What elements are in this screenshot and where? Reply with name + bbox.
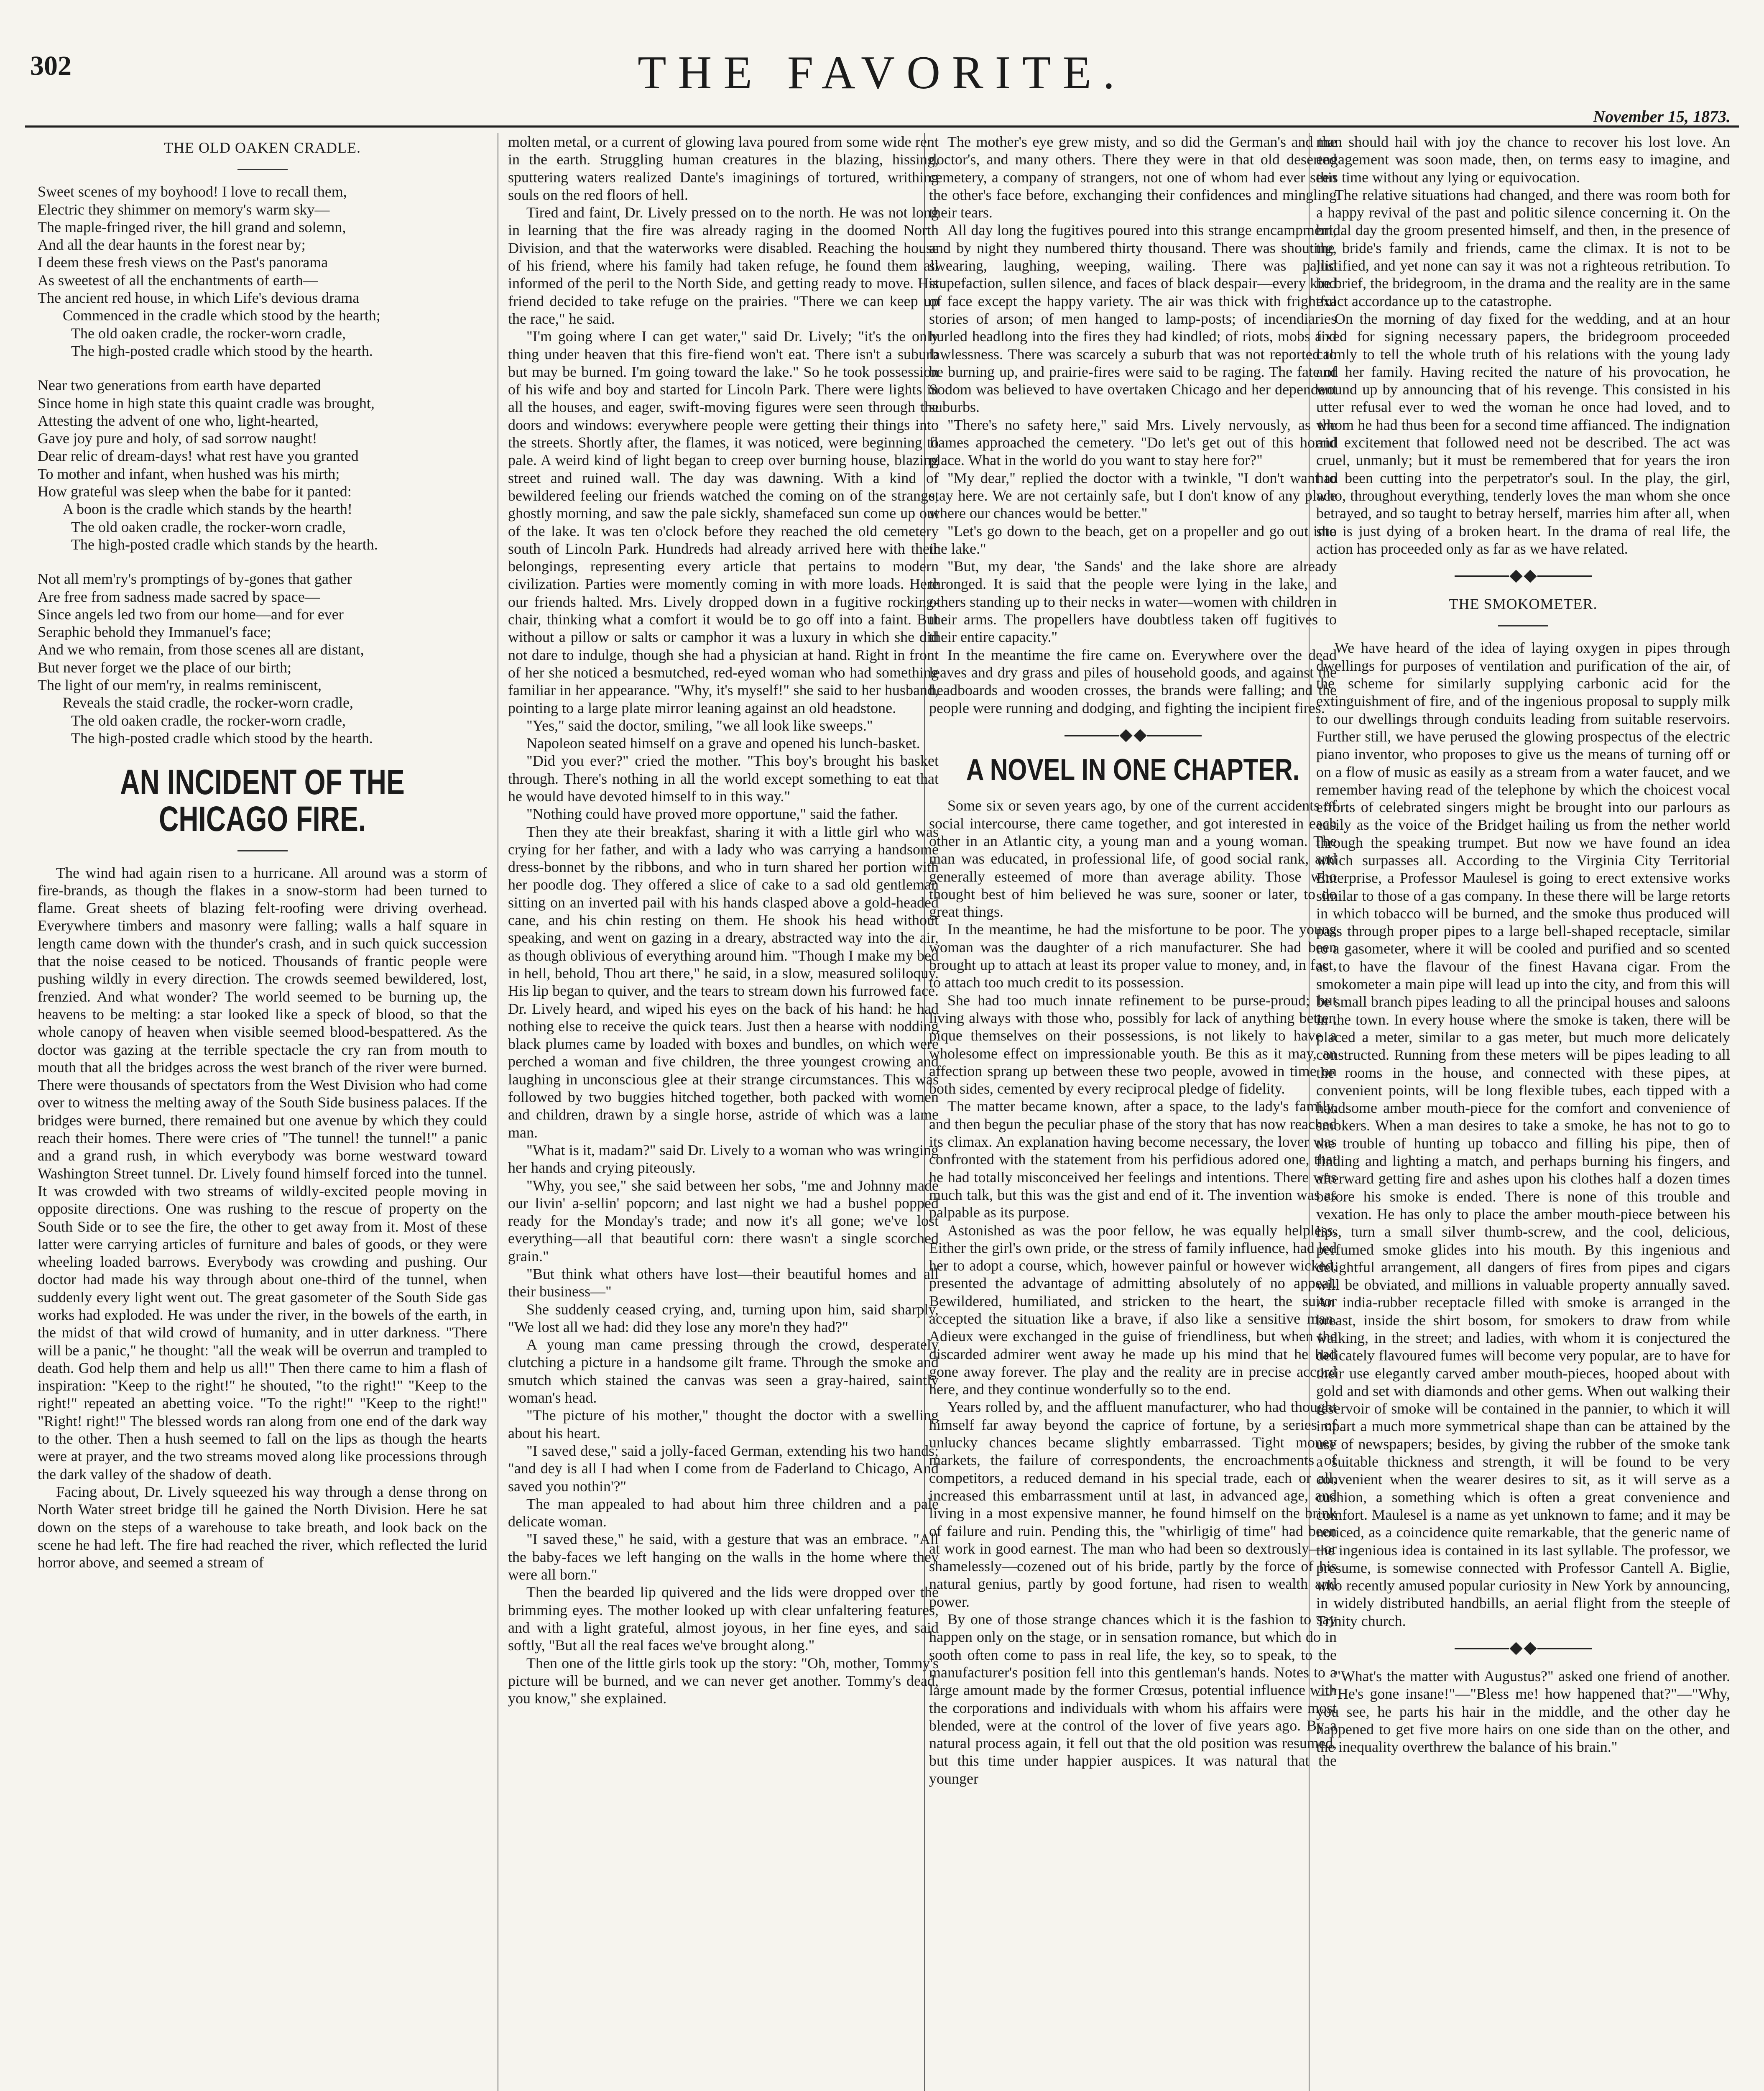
article-paragraph: "Yes," said the doctor, smiling, "we all look like sweeps." <box>526 717 873 734</box>
article-paragraph: In the meantime, he had the misfortune to be poor. The young woman was the daughter of a rich manufacturer. She had been brought up to attach at least its proper value to money, and, in fact, to attach too much credit to its possession. <box>929 921 1337 991</box>
poem-line: And all the dear haunts in the forest near by; <box>38 236 306 253</box>
poem-line: Seraphic behold they Immanuel's face; <box>38 624 271 641</box>
title-rule <box>237 169 288 170</box>
article-paragraph: "Did you ever?" cried the mother. "This boy's brought his basket through. There's nothing in all the world except something to eat that he would have devoted himself to in this way." <box>508 752 939 805</box>
smokometer-title: THE SMOKOMETER. <box>1449 596 1598 613</box>
poem-line: Near two generations from earth have departed <box>38 377 321 394</box>
article-paragraph: "I saved dese," said a jolly-faced German, extending his two hands; "and dey is all I had when I come from de Faderland to Chicago, And saved you nothin'?" <box>508 1442 939 1495</box>
poem-line: How grateful was sleep when the babe for it panted: <box>38 483 352 500</box>
poem-line: The high-posted cradle which stands by the hearth. <box>71 536 378 553</box>
article-paragraph: The wind had again risen to a hurricane. All around was a storm of fire-brands, as though the flakes in a snow-storm had been turned to flame. Great sheets of blazing felt-roofing were driving overhead. Everywhere timbers and masonry were falling; walls a half square in length came down with the thunder's crash, and in such quick succession that the noise ceased to be noticed. Thousands of frantic people were pushing wildly in every direction. The crowds seemed bewildered, lost, frenzied. And what wonder? The world seemed to be burning up, the heavens to be melting: a star looked like a speck of blood, so that the whole canopy of heaven when visible seemed blood-bespattered. As the doctor was gazing at the terrible spectacle the cry ran from mouth to mouth that all the bridges across the west branch of the river were burned. There were thousands of spectators from the West Division who had come over to witness the melting away of the South Side business palaces. If the bridges were burned, there remained but one avenue by which they could reach their homes. There were cries of "The tunnel! the tunnel!" a panic and a grand rush, in which everybody was borne westward toward Washington Street tunnel. Dr. Lively found himself forced into the tunnel. It was crowded with two streams of wildly-excited people moving in opposite directions. One was rushing to the rescue of property on the South Side or to see the fire, the other to get away from it. Most of these latter were carrying articles of furniture and bales of goods, or they were wheeling loaded barrows. Everybody was crowding and pushing. Our doctor had made his way through about one-third of the tunnel, when suddenly every light went out. The great gasometer of the South Side gas works had exploded. He was under the river, in the bowels of the earth, in the midst of that wild crowd of humanity, and in utter darkness. "There will be a panic," he thought: "all the weak will be overrun and trampled to death. God help them and help us all!" Then there came to him a flash of inspiration: "Keep to the right!" he shouted, "to the right!" "Keep to the right!" repeated an abetting voice. "To the right!" "Keep to the right!" "Right! right!" The blessed words ran along from one end of the dark way to the other. Then a hush seemed to fall on the lips as though the hearts were at prayer, and the two streams moved along like processions through the dark valley of the shadow of death. <box>38 864 487 1483</box>
article-paragraph: "I'm going where I can get water," said Dr. Lively; "it's the only thing under heaven that this fire-fiend won't eat. There isn't a suburb but may be burned. I'm going toward the lake." So he took possession of his wife and boy and started for Lincoln Park. There were lights in all the houses, and eager, swift-moving figures were seen through the doors and windows: everywhere people were getting their things into the streets. Shortly after, the flames, it was noticed, were beginning to pale. A weird kind of light began to creep over burning house, blazing street and ruined wall. The day was dawning. With a kind of bewildered feeling our friends watched the coming on of the strange, ghostly morning, and saw the pale sickly, shamefaced sun come up out of the lake. It was ten o'clock before they reached the old cemetery south of Lincoln Park. Hundreds had already arrived here with their belongings, representing every article that pertains to modern civilization. Parties were momently coming in with more loads. Here our friends halted. Mrs. Lively dropped down in a fugitive rocking-chair, thinking what a comfort it would be to go off into a faint. But without a pillow or salts or camphor it was a luxury in which she did not dare to indulge, though she had a physician at hand. Right in front of her she noticed a besmutched, red-eyed woman who had something familiar in her appearance. "Why, it's myself!" she said to her husband, pointing to a large plate mirror leaning against an old headstone. <box>508 328 939 716</box>
poem-line: Not all mem'ry's promptings of by-gones that gather <box>38 570 352 588</box>
poem-line: I deem these fresh views on the Past's panorama <box>38 254 328 271</box>
poem-line: Gave joy pure and holy, of sad sorrow naught! <box>38 430 317 447</box>
article-paragraph: "My dear," replied the doctor with a twinkle, "I don't want to stay here. We are not certainly safe, but I don't know of any place where our chances would be better." <box>929 469 1337 522</box>
article-paragraph: Astonished as was the poor fellow, he was equally helpless. Either the girl's own pride, or the stress of family influence, had led her to adopt a course, which, however painful or however wicked, presented the advantage of admitting absolutely of no appeal. Bewildered, humiliated, and stricken to the heart, the suitor accepted the situation like a brave, if also like a sensitive man. Adieux were exchanged in the guise of friendliness, but when the discarded admirer went away he made up his mind that he had gone away forever. The play and the reality are in precise accord here, and they continue wonderfully so to the end. <box>929 1222 1337 1398</box>
issue-date: November 15, 1873. <box>1593 107 1731 126</box>
poem-line: The old oaken cradle, the rocker-worn cradle, <box>71 518 346 535</box>
article-paragraph: All day long the fugitives poured into this strange encampment, and by night they numbered thirty thousand. There was shouting, swearing, laughing, weeping, wailing. There was pallid stupefaction, sullen silence, and faces of black despair—every kind of face except the happy variety. The air was thick with frightful stories of arson; of men hanged to lamp-posts; of incendiaries hurled headlong into the fires they had kindled; of riots, mobs and lawlessness. There was scarcely a suburb that was not reported to be burning up, and prairie-fires were said to be raging. The fate of Sodom was believed to have overtaken Chicago and her dependent suburbs. <box>929 222 1337 416</box>
article-paragraph: By one of those strange chances which it is the fashion to say happen only on the stage, or in sensation romance, but which do in sooth often come to pass in real life, the key, so to speak, to the manufacturer's position fell into this gentleman's hands. Notes to a large amount made by the former Crœsus, potential influence with the corporations and individuals with whom his affairs were most blended, were at the control of the lover of five years ago. By a natural process again, it fell out that the old position was resumed, but this time under happier auspices. It was natural that the younger <box>929 1611 1337 1787</box>
article-paragraph: The matter became known, after a space, to the lady's family, and then begun the peculiar phase of the story that has now reached its climax. An explanation having become necessary, the lover was confronted with the statement from his perfidious adored one, that he had totally misconceived her feelings and intentions. There was much talk, but this was the gist and end of it. The invention was as palpable as its purpose. <box>929 1098 1337 1221</box>
article-paragraph: On the morning of day fixed for the wedding, and at an hour fixed for signing necessary papers, the bridegroom proceeded calmly to tell the whole truth of his relations with the young lady and her family. Having recited the nature of his provocation, he wound up by announcing that of his revenge. This consisted in his utter refusal ever to wed the woman he once had loved, and to whom he had thus been for a second time affianced. The indignation and excitement that followed need not be described. The act was cruel, unmanly; but it must be remembered that for years the iron had been cutting into the perpetrator's soul. In the play, the girl, who, throughout everything, tenderly loves the man whom she once betrayed, and so taught to betray herself, marries him after all, when she is just dying of a broken heart. In the drama of real life, the action has proceeded only as far as we have related. <box>1316 310 1730 557</box>
article-paragraph: Then one of the little girls took up the story: "Oh, mother, Tommy's picture will be burned, and we can never get another. Tommy's dead, you know," she explained. <box>508 1654 939 1707</box>
article-paragraph: She had too much innate refinement to be purse-proud; but living always with those who, possibly for lack of anything better, pique themselves on their possessions, is not likely to have a wholesome effect on impressionable youth. Be this as it may, an affection sprang up between these two people, avowed in time on both sides, cemented by every reciprocal pledge of fidelity. <box>929 992 1337 1097</box>
article-paragraph: In the meantime the fire came on. Everywhere over the dead leaves and dry grass and piles of household goods, and against the headboards and wooden crosses, the brands were falling; and the people were running and dodging, and fighting the incipient fires. <box>929 646 1337 716</box>
poem-line: The high-posted cradle which stood by the hearth. <box>71 729 373 746</box>
column-1 <box>38 133 487 2091</box>
article-paragraph: man should hail with joy the chance to recover his lost love. An engagement was soon made, then, on terms easy to imagine, and this time without any lying or equivocation. <box>1316 133 1730 186</box>
ornament-bar <box>1537 1648 1592 1649</box>
poem-line: The high-posted cradle which stood by the hearth. <box>71 342 373 359</box>
column-4 <box>1316 133 1730 2091</box>
ornament-diamond <box>1524 1642 1537 1655</box>
ornament-diamond <box>1524 570 1537 583</box>
ornament-bar <box>1147 735 1202 736</box>
article-paragraph: "But, my dear, 'the Sands' and the lake shore are already thronged. It is said that the people were lying in the lake, and others standing up to their necks in water—women with children in their arms. The propellers have doubtless taken off fugitives to their entire capacity." <box>929 558 1337 646</box>
poem-line: Since angels led two from our home—and for ever <box>38 606 344 623</box>
poem-stanza <box>38 183 487 360</box>
poem-stanza <box>38 376 487 553</box>
poem-line: The ancient red house, in which Life's devious drama <box>38 289 360 307</box>
column-3 <box>929 133 1337 2091</box>
page-number: 302 <box>30 51 71 81</box>
poem-line: Since home in high state this quaint cradle was brought, <box>38 394 375 412</box>
ornament-diamond <box>1509 570 1522 583</box>
article-paragraph: The mother's eye grew misty, and so did the German's and the doctor's, and many others. There they were in that old deserted cemetery, a company of strangers, not one of whom had ever seen the other's face before, exchanging their confidences and mingling their tears. <box>929 133 1337 221</box>
article-paragraph: The man appealed to had about him three children and a pale delicate woman. <box>508 1495 939 1530</box>
poem-line: Dear relic of dream-days! what rest have you granted <box>38 447 359 465</box>
masthead-title: THE FAVORITE. <box>638 47 1126 99</box>
section-ornament <box>1316 572 1730 581</box>
poem-line: Sweet scenes of my boyhood! I love to recall them, <box>38 183 347 200</box>
article-paragraph: Years rolled by, and the affluent manufacturer, who had thought himself far away beyond the caprice of fortune, by a series of unlucky chances became slightly embarrassed. Tight money markets, the failure of correspondents, the encroachments of competitors, a reduced demand in his special trade, each or all, increased this embarrassment until at last, in advanced age, and living in a most expensive manner, he found himself on the brink of failure and ruin. Pending this, the "whirligig of time" had been at work in good earnest. The man who had been so dextrously—or shamelessly—cozened out of his bride, partly by the force of his natural genius, partly by good fortune, had risen to wealth and power. <box>929 1398 1337 1610</box>
poem-line: But never forget we the place of our birth; <box>38 659 292 676</box>
article-paragraph: "Why, you see," she said between her sobs, "me and Johnny made our livin' a-sellin' popcorn; and last night we had a bushel popped ready for the Monday's trade; and now it's all gone; we've lost everything—all that beautiful corn: there wasn't a single scorched grain." <box>508 1177 939 1265</box>
title-rule <box>237 850 288 851</box>
ornament-diamond <box>1133 729 1146 742</box>
poem-line: Are free from sadness made sacred by space— <box>38 588 320 605</box>
article-paragraph: Facing about, Dr. Lively squeezed his way through a dense throng on North Water street bridge till he gained the North Division. Here he sat down on the steps of a warehouse to take breath, and look back on the scene he had left. The fire had reached the river, which reflected the lurid horror above, and seemed a stream of <box>38 1483 487 1571</box>
article-paragraph: The relative situations had changed, and there was room both for a happy revival of the past and politic silence concerning it. On the bridal day the groom presented himself, and then, in the presence of the bride's family and friends, came the climax. It is not to be justified, and yet none can say it was not a righteous retribution. To be brief, the bridegroom, in the drama and the reality are in the same exact accordance up to the catastrophe. <box>1316 186 1730 309</box>
ornament-diamond <box>1509 1642 1522 1655</box>
section-ornament <box>929 731 1337 740</box>
ornament-diamond <box>1119 729 1132 742</box>
poem-line: And we who remain, from those scenes all are distant, <box>38 641 364 658</box>
header-rule <box>25 125 1739 128</box>
title-rule <box>1498 625 1548 626</box>
ornament-bar <box>1537 575 1592 577</box>
article-paragraph: Napoleon seated himself on a grave and opened his lunch-basket. <box>526 735 920 752</box>
ornament-bar <box>1065 735 1119 736</box>
article-paragraph: "But think what others have lost—their beautiful homes and all their business—" <box>508 1265 939 1300</box>
poem-line: Reveals the staid cradle, the rocker-worn cradle, <box>63 694 353 711</box>
poem-line: As sweetest of all the enchantments of earth— <box>38 271 318 289</box>
article-paragraph: Tired and faint, Dr. Lively pressed on to the north. He was not long in learning that the fire was already raging in the doomed North Division, and that the waterworks were disabled. Reaching the house of his friend, where his family had taken refuge, he found them all informed of the peril to the North Side, and getting ready to move. His friend decided to take refuge on the prairies. "There we can keep up the race," he said. <box>508 204 939 327</box>
poem-line: The old oaken cradle, the rocker-worn cradle, <box>71 712 346 729</box>
poem-stanza <box>38 570 487 747</box>
article-paragraph: "I saved these," he said, with a gesture that was an embrace. "All the baby-faces we left hanging on the walls in the home where they were all born." <box>508 1531 939 1583</box>
article-paragraph: "Nothing could have proved more opportune," said the father. <box>526 805 899 823</box>
article-paragraph: molten metal, or a current of glowing lava poured from some wide rent in the earth. Struggling human creatures in the blazing, hissing, sputtering waters realized Dante's imaginings of tortured, writhing souls on the red floors of hell. <box>508 133 939 203</box>
poem-line: The light of our mem'ry, in realms reminiscent, <box>38 677 322 694</box>
poem-line: The maple-fringed river, the hill grand and solemn, <box>38 218 346 235</box>
ornament-bar <box>1455 575 1509 577</box>
article-paragraph: Then the bearded lip quivered and the lids were dropped over the brimming eyes. The mother looked up with clear unfaltering features, and with a light grateful, almost joyous, in her fine eyes, and said softly, "But all the real faces we've brought along." <box>508 1584 939 1654</box>
ornament-bar <box>1455 1648 1509 1649</box>
poem-line: The old oaken cradle, the rocker-worn cradle, <box>71 325 346 342</box>
section-ornament <box>1316 1644 1730 1653</box>
poem-body <box>38 183 487 747</box>
poem-line: Electric they shimmer on memory's warm sky— <box>38 201 330 218</box>
article-paragraph: "What is it, madam?" said Dr. Lively to a woman who was wringing her hands and crying piteously. <box>508 1141 939 1176</box>
poem-line: Commenced in the cradle which stood by the hearth; <box>63 307 380 324</box>
article-paragraph: We have heard of the idea of laying oxygen in pipes through dwellings for purposes of ventilation and purification of the air, of the scheme for similarly supplying carbonic acid for the extinguishment of fire, and of the ingenious proposal to supply milk to our dwellings through conduits leading from suitable reservoirs. Further still, we have perused the glowing prospectus of the electric piano inventor, who proposes to give us the means of turning off or on a flow of music as easily as a stream from a water faucet, and we remember having read of the telephone by which the choicest vocal efforts of celebrated singers might be brought into our parlours as easily as the voice of the Bridget hailing us from the nether world through the speaking trumpet. But now we have found an idea which surpasses all. According to the Virginia City Territorial Enterprise, a Professor Maulesel is going to erect extensive works similar to those of a gas company. In these there will be large retorts in which tobacco will be burned, and the smoke thus produced will pass through proper pipes to a large bell-shaped receptacle, similar to a gasometer, where it will be cooled and purified and so scented as to have the flavour of the finest Havana cigar. From the smokometer a main pipe will lead up into the city, and from this will be small branch pipes leading to all the principal houses and saloons in the town. In every house where the smoke is taken, there will be placed a meter, similar to a gas meter, but much more delicately constructed. Running from these meters will be pipes leading to all the rooms in the house, and connected with these pipes, at convenient points, will be long flexible tubes, each tipped with a handsome amber mouth-piece for the comfort and convenience of smokers. When a man desires to take a smoke, he has not to go to the trouble of hunting up tobacco and filling his pipe, then of finding and lighting a match, and perhaps burning his fingers, and afterward getting fire and ashes upon his clothes half a dozen times before his smoke is ended. There is none of this trouble and vexation. He has only to place the amber mouth-piece between his lips, turn a small silver thumb-screw, and the cool, delicious, perfumed smoke glides into his mouth. By this ingenious and delightful arrangement, all dangers of fires from pipes and cigars will be obviated, and millions in valuable property annually saved. An india-rubber receptacle filled with smoke is arranged in the breast, inside the shirt bosom, for smokers to draw from while walking, in the street; and ladies, with whom it is conjectured the delicately flavoured fumes will become very popular, are to have for their use elegantly carved amber mouth-pieces, hooped about with gold and set with diamonds and other gems. When out walking their reservoir of smoke will be contained in the pannier, to which it will impart a much more symmetrical shape than can be attained by the use of newspapers; besides, by giving the rubber of the smoke tank a suitable thickness and strength, it will be found to be very convenient when the wearer desires to sit, as it will serve as a cushion, a something which is often a great convenience and comfort. Maulesel is a name as yet unknown to fame; and it may be noticed, as a coincidence quite remarkable, that the generic name of the ingenious idea is contained in its last syllable. The professor, we presume, is somewise connected with Professor Cantell A. Biglie, who recently amused popular curiosity in New York by announcing, in widely distributed handbills, an aerial flight from the steeple of Trinity church. <box>1316 639 1730 1629</box>
chicago-fire-headline: AN INCIDENT OF THE CHICAGO FIRE. <box>120 762 405 839</box>
poem-line: Attesting the advent of one who, light-hearted, <box>38 412 319 429</box>
novel-headline: A NOVEL IN ONE CHAPTER. <box>966 753 1300 787</box>
article-paragraph: She suddenly ceased crying, and, turning upon him, said sharply, "We lost all we had: did they lose any more'n they had?" <box>508 1301 939 1335</box>
column-2 <box>508 133 939 2091</box>
poem-line: To mother and infant, when hushed was his mirth; <box>38 465 340 482</box>
article-paragraph: Then they ate their breakfast, sharing it with a little girl who was crying for her father, and with a lady who was carrying a handsome dress-bonnet by the ribbons, and who in turn shared her portion with her poodle dog. They offered a slice of cake to a sad old gentleman sitting on an inverted pail with his hands clasped above a gold-headed cane, and his chin resting on them. He shook his head without speaking, and went on gazing in a dreary, abstracted way into the air, as though oblivious of everything around him. "Though I make my bed in hell, behold, Thou art there," he said, in a slow, measured soliloquy. His lip began to quiver, and the tears to stream down his furrowed face. Dr. Lively heard, and wiped his eyes on the back of his hand: he had nothing else to receive the quick tears. Just then a hearse with nodding black plumes came by loaded with boxes and bundles, on which were perched a woman and five children, the three youngest crowing and laughing in unconscious glee at their strange circumstances. This was followed by two buggies hitched together, both packed with women and children, drawn by a single horse, astride of which was a lame man. <box>508 823 939 1141</box>
poem-line: A boon is the cradle which stands by the hearth! <box>63 501 352 518</box>
article-paragraph: "There's no safety here," said Mrs. Lively nervously, as the flames approached the cemetery. "Do let's get out of this horrid place. What in the world do you want to stay here for?" <box>929 416 1337 469</box>
article-paragraph: "Let's go down to the beach, get on a propeller and go out into the lake." <box>929 522 1337 557</box>
article-paragraph: "The picture of his mother," thought the doctor with a swelling about his heart. <box>508 1407 939 1442</box>
poem-title: THE OLD OAKEN CRADLE. <box>164 139 361 156</box>
joke-paragraph: "What's the matter with Augustus?" asked one friend of another.—"He's gone insane!"—"Bless me! how happened that?"—"Why, you see, he parts his hair in the middle, and the other day he happened to get five more hairs on one side than on the other, and the inequality overthrew the balance of his brain." <box>1316 1668 1730 1756</box>
article-paragraph: A young man came pressing through the crowd, desperately clutching a picture in a handsome gilt frame. Through the smoke and smutch which stained the canvas was seen a gray-haired, saintly woman's head. <box>508 1336 939 1406</box>
article-paragraph: Some six or seven years ago, by one of the current accidents of social intercourse, there came together, and got interested in each other in an Atlantic city, a young man and a young woman. The man was educated, in professional life, of good social rank, and generally esteemed of more than average ability. Those who thought best of him believed he was sure, sooner or later, to do great things. <box>929 797 1337 920</box>
